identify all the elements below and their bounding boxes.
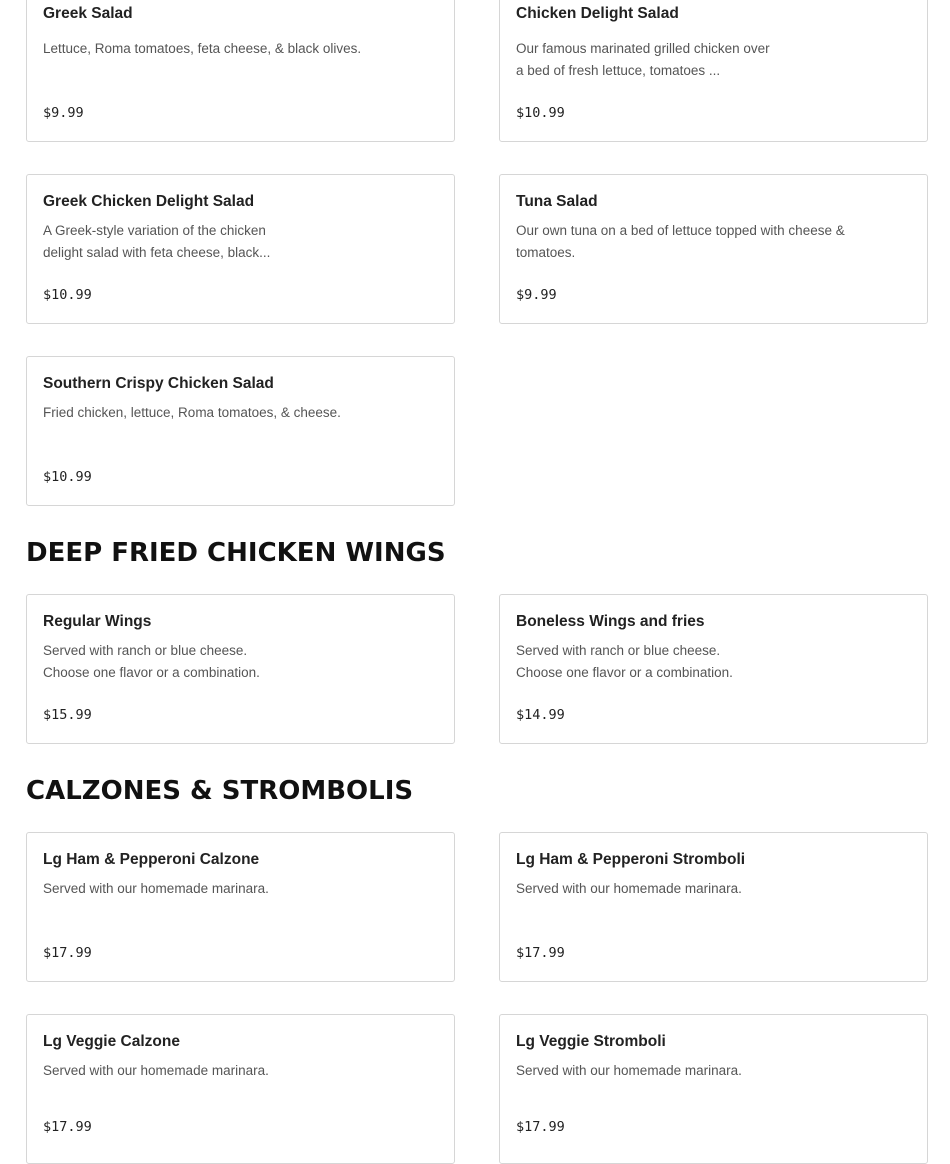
menu-item-price: $10.99 bbox=[516, 105, 565, 121]
menu-item-price: $17.99 bbox=[516, 945, 565, 961]
menu-item-price: $17.99 bbox=[43, 1119, 92, 1135]
menu-item-price: $17.99 bbox=[43, 945, 92, 961]
menu-item-description: Served with our homemade marinara. bbox=[516, 881, 742, 896]
menu-item-card[interactable] bbox=[26, 356, 455, 506]
menu-item-description: Our own tuna on a bed of lettuce topped with cheese & tomatoes. bbox=[516, 223, 845, 260]
menu-item-card[interactable] bbox=[26, 174, 455, 324]
section-title-calzones: CALZONES & STROMBOLIS bbox=[26, 776, 414, 806]
menu-item-price: $17.99 bbox=[516, 1119, 565, 1135]
menu-item-name: Tuna Salad bbox=[516, 193, 598, 210]
menu-item-description: Our famous marinated grilled chicken over a bed of fresh lettuce, tomatoes ... bbox=[516, 41, 770, 78]
menu-item-card[interactable] bbox=[26, 594, 455, 744]
menu-item-card[interactable] bbox=[499, 1014, 928, 1164]
menu-item-description: Served with our homemade marinara. bbox=[516, 1063, 742, 1078]
section-title-wings: DEEP FRIED CHICKEN WINGS bbox=[26, 538, 446, 568]
menu-item-description: Served with ranch or blue cheese. Choose one flavor or a combination. bbox=[516, 643, 733, 680]
menu-item-price: $15.99 bbox=[43, 707, 92, 723]
menu-item-card[interactable] bbox=[26, 0, 455, 142]
menu-item-card[interactable] bbox=[499, 832, 928, 982]
menu-item-price: $9.99 bbox=[43, 105, 84, 121]
menu-item-price: $14.99 bbox=[516, 707, 565, 723]
menu-item-name: Regular Wings bbox=[43, 613, 152, 630]
menu-item-price: $10.99 bbox=[43, 469, 92, 485]
menu-item-description: Served with ranch or blue cheese. Choose one flavor or a combination. bbox=[43, 643, 260, 680]
menu-item-description: Served with our homemade marinara. bbox=[43, 1063, 269, 1078]
menu-item-name: Lg Veggie Stromboli bbox=[516, 1033, 666, 1050]
menu-item-card[interactable] bbox=[499, 174, 928, 324]
menu-item-description: Served with our homemade marinara. bbox=[43, 881, 269, 896]
menu-item-card[interactable] bbox=[499, 0, 928, 142]
menu-item-name: Southern Crispy Chicken Salad bbox=[43, 375, 274, 392]
menu-item-name: Boneless Wings and fries bbox=[516, 613, 705, 630]
menu-item-price: $10.99 bbox=[43, 287, 92, 303]
menu-item-name: Lg Veggie Calzone bbox=[43, 1033, 180, 1050]
menu-item-price: $9.99 bbox=[516, 287, 557, 303]
menu-item-name: Chicken Delight Salad bbox=[516, 5, 679, 22]
menu-item-description: A Greek-style variation of the chicken delight salad with feta cheese, black... bbox=[43, 223, 271, 260]
menu-item-description: Lettuce, Roma tomatoes, feta cheese, & black olives. bbox=[43, 41, 362, 56]
menu-item-card[interactable] bbox=[26, 1014, 455, 1164]
menu-item-name: Greek Chicken Delight Salad bbox=[43, 193, 255, 210]
menu-item-name: Lg Ham & Pepperoni Calzone bbox=[43, 851, 260, 868]
menu-item-name: Lg Ham & Pepperoni Stromboli bbox=[516, 851, 746, 868]
menu-item-card[interactable] bbox=[26, 832, 455, 982]
menu-item-card[interactable] bbox=[499, 594, 928, 744]
menu-item-description: Fried chicken, lettuce, Roma tomatoes, & cheese. bbox=[43, 405, 341, 420]
menu-item-name: Greek Salad bbox=[43, 5, 133, 22]
